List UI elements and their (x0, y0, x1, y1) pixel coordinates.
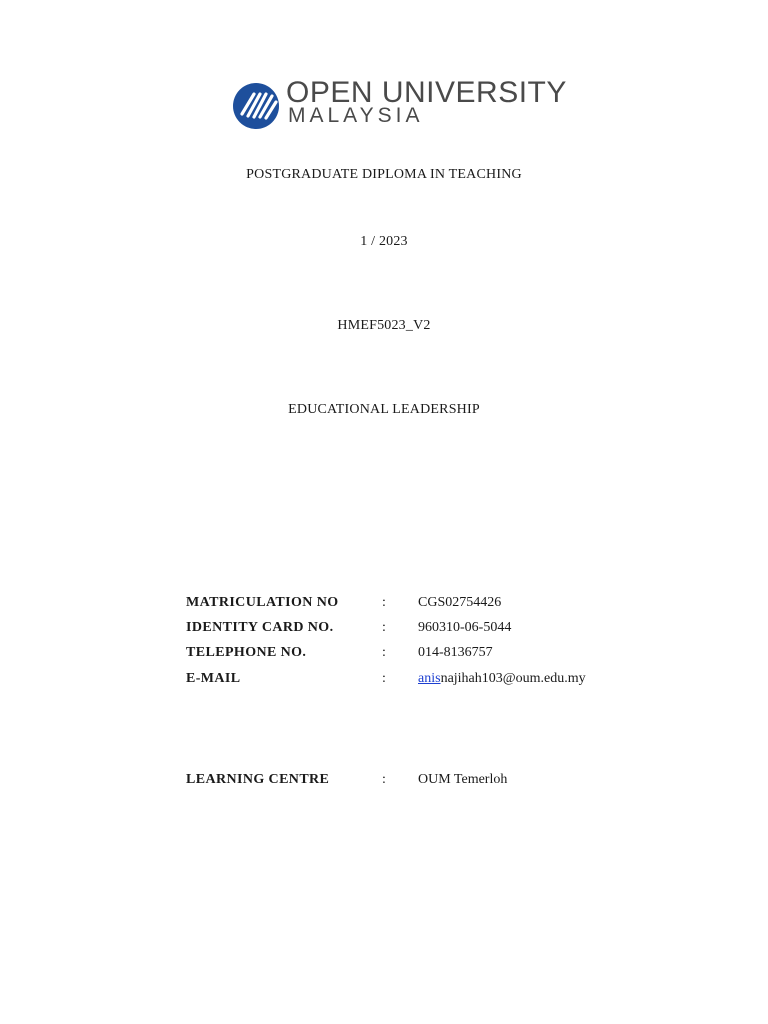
matriculation-row (186, 595, 646, 615)
field-colon: : (382, 595, 386, 610)
field-label: TELEPHONE NO. (186, 645, 307, 660)
email-value (418, 671, 586, 687)
identity-card-value: 960310-06-5044 (418, 620, 512, 635)
learning-centre-value: OUM Temerloh (418, 772, 508, 787)
identity-card-row (186, 620, 646, 640)
matriculation-value: CGS02754426 (418, 595, 502, 610)
logo-line-1: OPEN UNIVERSITY (286, 76, 567, 109)
course-title: EDUCATIONAL LEADERSHIP (288, 402, 480, 417)
field-label: E-MAIL (186, 671, 241, 686)
telephone-row (186, 645, 646, 665)
program-title: POSTGRADUATE DIPLOMA IN TEACHING (246, 167, 522, 182)
semester: 1 / 2023 (360, 234, 408, 249)
field-colon: : (382, 645, 386, 660)
course-code: HMEF5023_V2 (337, 318, 431, 333)
field-label: MATRICULATION NO (186, 595, 339, 610)
learning-centre-row (186, 772, 646, 792)
field-colon: : (382, 772, 386, 787)
field-colon: : (382, 671, 386, 686)
field-colon: : (382, 620, 386, 635)
email-link[interactable]: anis (418, 671, 441, 686)
field-label: LEARNING CENTRE (186, 772, 330, 787)
university-logo (232, 76, 567, 130)
oum-emblem-icon (232, 82, 280, 130)
telephone-value: 014-8136757 (418, 645, 493, 660)
logo-line-2: MALAYSIA (288, 104, 424, 127)
email-rest: najihah103@oum.edu.my (440, 671, 586, 686)
field-label: IDENTITY CARD NO. (186, 620, 334, 635)
email-row (186, 671, 646, 691)
